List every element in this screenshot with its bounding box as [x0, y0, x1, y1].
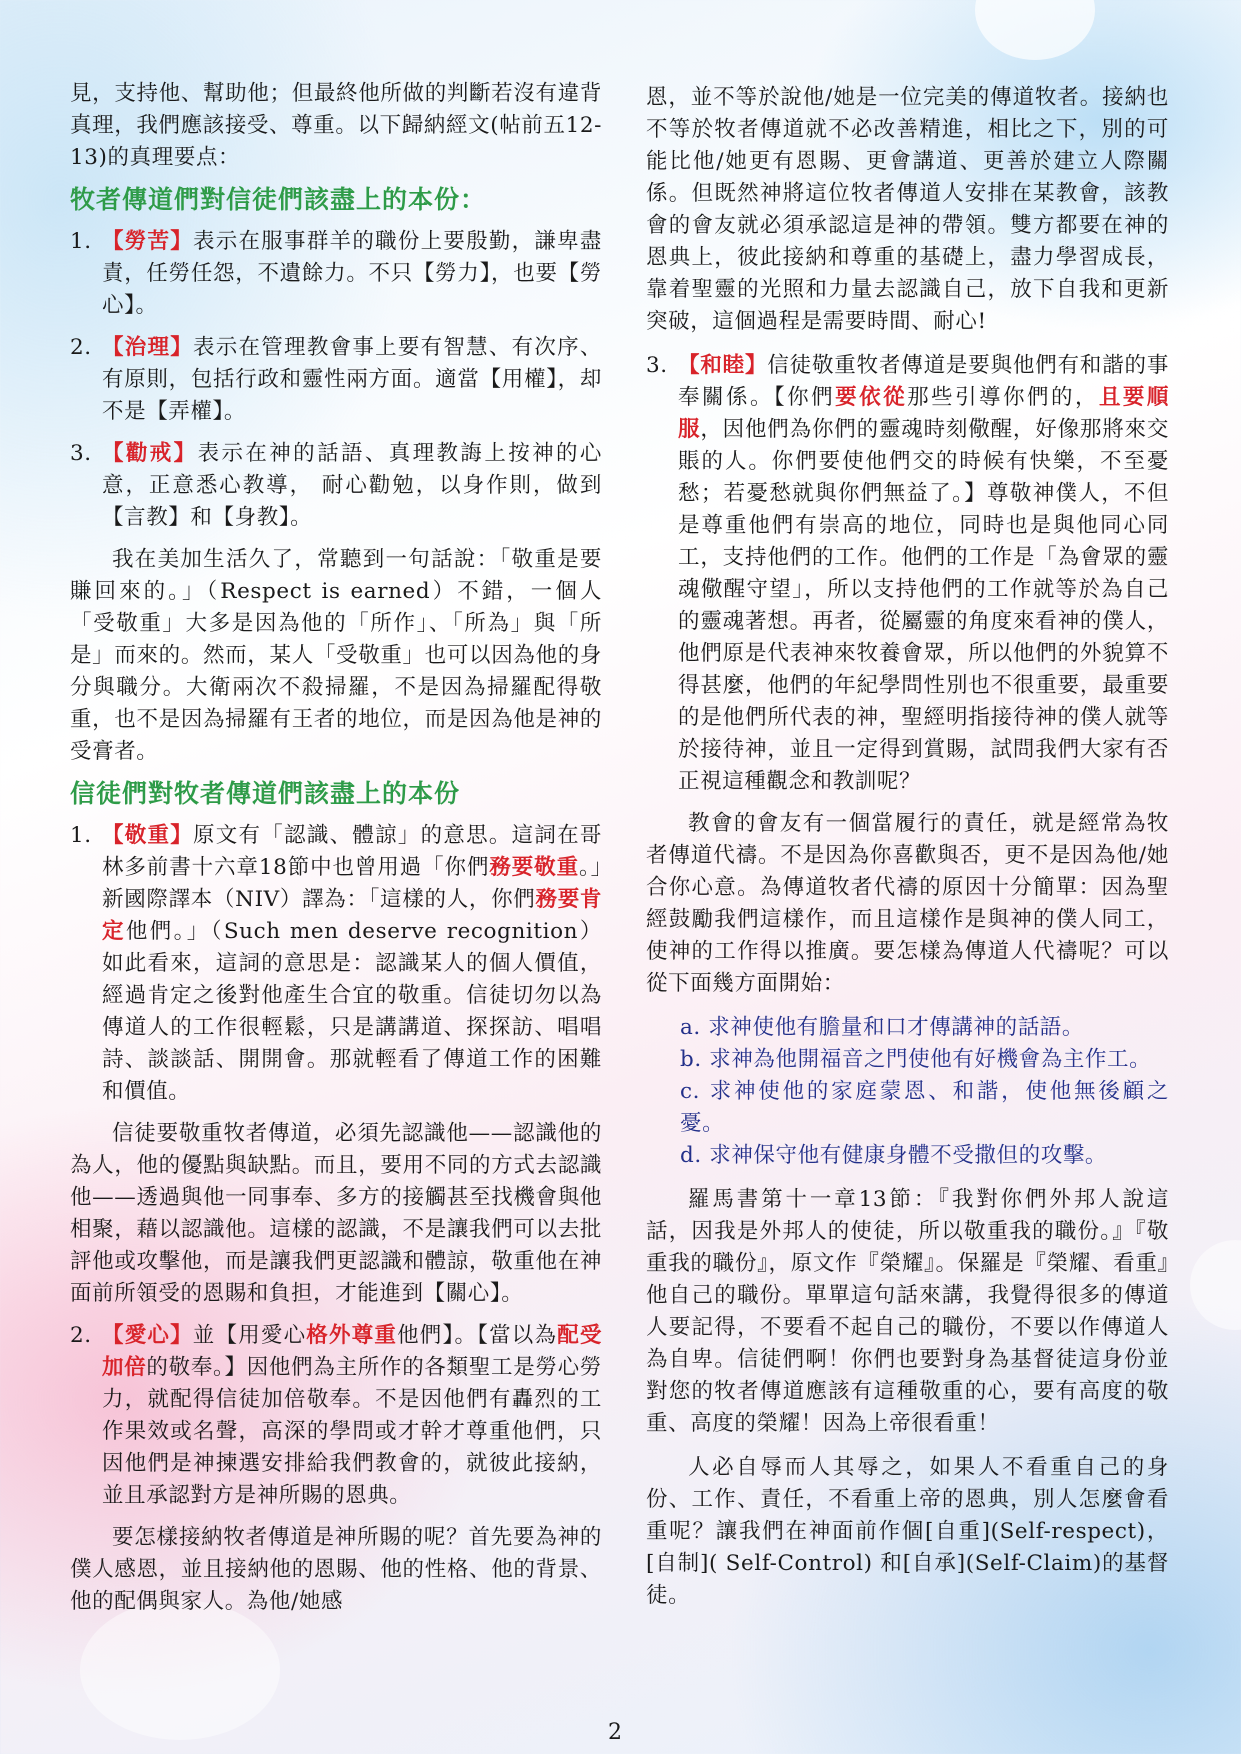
- respect-paragraph: 我在美加生活久了，常聽到一句話說：「敬重是要賺回來的。」（Respect is earned）不錯，一個人「受敬重」大多是因為他的「所作」、「所為」與「所是」而來的。然而，某人「受敬重」也可以因為他的身分與職分。大衛兩次不殺掃羅，不是因為掃羅配得敬重，也不是因為掃羅有王者的地位，而是因為他是神的受膏者。: [70, 547, 602, 764]
- decorative-bubble: [1190, 1240, 1241, 1330]
- item-text: 並【用愛心: [192, 1323, 307, 1348]
- item-number: 3.: [70, 441, 92, 466]
- highlight-text: 務要敬重: [489, 855, 579, 880]
- item-text: ，因他們為你們的靈魂時刻儆醒，好像那將來交賬的人。你們要使他們交的時候有快樂，不至憂愁；若憂愁就與你們無益了。】尊敬神僕人，不但是尊重他們有崇高的地位，同時也是與他同心同工，支持他們的工作。他們的工作是「為會眾的靈魂儆醒守望」，所以支持他們的工作就等於為自己的靈魂著想。再者，從屬靈的角度來看神的僕人，他們原是代表神來牧養會眾，所以他們的外貌算不得甚麼，他們的年紀學問性別也不很重要，最重要的是他們所代表的神，聖經明指接待神的僕人就等於接待神，並且一定得到賞賜，試問我們大家有否正視這種觀念和教訓呢？: [678, 417, 1169, 794]
- item-keyword: 【勞苦】: [102, 229, 194, 254]
- highlight-text: 務要肯定: [102, 887, 602, 944]
- list-item: [70, 820, 602, 1108]
- item-keyword: 【治理】: [102, 335, 194, 360]
- item-text: 表示在服事群羊的職份上要殷勤，謙卑盡責，任勞任怨，不遺餘力。不只【勞力】，也要【勞心】。: [102, 229, 602, 318]
- prayer-item: a. 求神使他有膽量和口才傳講神的話語。: [680, 1015, 1084, 1040]
- item-number: 2.: [70, 335, 92, 360]
- pastor-duties-list: [70, 226, 602, 534]
- highlight-text: 格外尊重: [306, 1323, 398, 1348]
- item-text: 原文有「認識、體諒」的意思。這詞在哥林多前書十六章18節中也曾用過「你們: [102, 823, 602, 880]
- item-text: 表示在神的話語、真理教誨上按神的心意，正意悉心教導， 耐心勸勉，以身作則，做到【言教】和【身教】。: [102, 441, 603, 530]
- decorative-bubble: [80, 1600, 280, 1740]
- romans-paragraph: 羅馬書第十一章13節：『我對你們外邦人說這話，因我是外邦人的使徒，所以敬重我的職份。』『敬重我的職份』，原文作『榮耀』。保羅是『榮耀、看重』他自己的職份。單單這句話來講，我覺得很多的傳道人要記得，不要看不起自己的職份，不要以作傳道人為自卑。信徒們啊！你們也要對身為基督徒這身份並對您的牧者傳道應該有這種敬重的心，要有高度的敬重、高度的榮耀！因為上帝很看重！: [646, 1187, 1169, 1436]
- item-text: 那些引導你們的，: [907, 385, 1099, 410]
- highlight-text: 且要順服: [678, 385, 1169, 442]
- item-text: 他們。」（Such men deserve recognition）如此看來，這詞的意思是：認識某人的個人價值，經過肯定之後對他產生合宜的敬重。信徒切勿以為傳道人的工作很輕鬆，只是講講道、探探訪、唱唱詩、談談話、開開會。那就輕看了傳道工作的困難和價值。: [102, 919, 602, 1104]
- intro-paragraph: 見，支持他、幫助他；但最終他所做的判斷若沒有違背真理，我們應該接受、尊重。以下歸納經文(帖前五12-13)的真理要点：: [70, 81, 602, 170]
- item-number: 2.: [70, 1323, 92, 1348]
- final-paragraph: 人必自辱而人其辱之，如果人不看重自己的身份、工作、責任，不看重上帝的恩典，別人怎麼會看重呢？讓我們在神面前作個[自重](Self-respect)，[自制]( Self-Control) 和[自承](Self-Claim)的基督徒。: [646, 1455, 1169, 1608]
- page-number: 2: [608, 1720, 622, 1745]
- item-text: 的敬奉。】因他們為主所作的各類聖工是勞心勞力，就配得信徒加倍敬奉。不是因他們有轟烈的工作果效或名聲，高深的學問或才幹才尊重他們，只因他們是神揀選安排給我們教會的，就彼此接納，並且承認對方是神所賜的恩典。: [102, 1355, 602, 1508]
- continued-paragraph: 恩，並不等於說他/她是一位完美的傳道牧者。接納也不等於牧者傳道就不必改善精進，相比之下，別的可能比他/她更有恩賜、更會講道、更善於建立人際關係。但既然神將這位牧者傳道人安排在某教會，該教會的會友就必須承認這是神的帶領。雙方都要在神的恩典上，彼此接納和尊重的基礎上，盡力學習成長，靠着聖靈的光照和力量去認識自己，放下自我和更新突破，這個過程是需要時間、耐心!: [646, 85, 1169, 334]
- item-number: 1.: [70, 823, 92, 848]
- item-keyword: 【勸戒】: [102, 441, 198, 466]
- decorative-bubble: [975, 0, 1095, 60]
- list-item: [646, 350, 1169, 798]
- pray-paragraph: 教會的會友有一個當履行的責任，就是經常為牧者傳道代禱。不是因為你喜歡與否，更不是因為他/她合你心意。為傳道牧者代禱的原因十分簡單：因為聖經鼓勵我們這樣作，而且這樣作是與神的僕人同工，使神的工作得以推廣。要怎樣為傳道人代禱呢？可以從下面幾方面開始：: [646, 811, 1169, 996]
- item-number: 3.: [646, 353, 668, 378]
- heading-believer-duties: 信徒們對牧者傳道們該盡上的本份: [70, 779, 461, 808]
- list-item: [70, 438, 602, 534]
- item-number: 1.: [70, 229, 92, 254]
- list-item: [70, 226, 602, 322]
- item-keyword: 【敬重】: [102, 823, 194, 848]
- left-column: [70, 78, 602, 1618]
- item-keyword: 【和睦】: [678, 353, 768, 378]
- accept-paragraph: 要怎樣接納牧者傳道是神所賜的呢？首先要為神的僕人感恩，並且接納他的恩賜、他的性格、他的背景、他的配偶與家人。為他/她感: [70, 1525, 602, 1614]
- prayer-item: d. 求神保守他有健康身體不受撒但的攻擊。: [680, 1143, 1108, 1168]
- highlight-text: 配受加倍: [102, 1323, 602, 1380]
- right-column: [646, 82, 1169, 1612]
- prayer-item: c. 求神使他的家庭蒙恩、和諧，使他無後顧之憂。: [680, 1079, 1169, 1136]
- item-text: 表示在管理教會事上要有智慧、有次序、有原則，包括行政和靈性兩方面。適當【用權】，却不是【弄權】。: [102, 335, 602, 424]
- heading-pastor-duties: 牧者傳道們對信徒們該盡上的本份：: [70, 185, 487, 214]
- item-text: 他們】。【當以為: [397, 1323, 558, 1348]
- highlight-text: 要依從: [835, 385, 908, 410]
- item-text: 信徒敬重牧者傳道是要與他們有和諧的事奉關係。【你們: [678, 353, 1169, 410]
- know-paragraph: 信徒要敬重牧者傳道，必須先認識他——認識他的為人，他的優點與缺點。而且，要用不同的方式去認識他——透過與他一同事奉、多方的接觸甚至找機會與他相聚，藉以認識他。這樣的認識，不是讓我們可以去批評他或攻擊他，而是讓我們更認識和體諒，敬重他在神面前所領受的恩賜和負担，才能進到【關心】。: [70, 1121, 602, 1306]
- list-item: [70, 332, 602, 428]
- prayer-list: [646, 1012, 1169, 1172]
- prayer-item: b. 求神為他開福音之門使他有好機會為主作工。: [680, 1047, 1152, 1072]
- item-keyword: 【愛心】: [102, 1323, 193, 1348]
- list-item: [70, 1320, 602, 1512]
- item-text: 。」新國際譯本（NIV）譯為：「這樣的人，你們: [102, 855, 602, 912]
